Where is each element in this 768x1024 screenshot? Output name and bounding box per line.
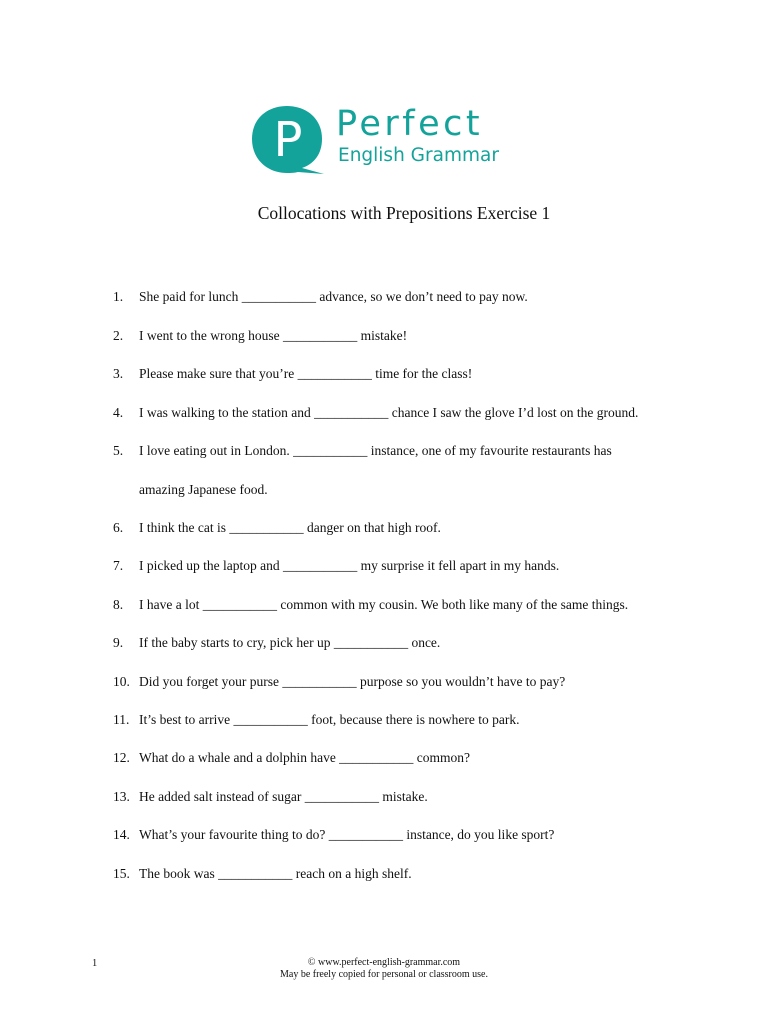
question-text: I have a lot ___________ common with my cousin. We both like many of the same things. bbox=[139, 597, 629, 612]
badge-letter: P bbox=[273, 112, 303, 168]
question-number: 12. bbox=[113, 750, 130, 765]
question-text: I was walking to the station and ___________ chance I saw the glove I’d lost on the ground. bbox=[139, 405, 639, 420]
footer-copyright: © www.perfect-english-grammar.com bbox=[307, 957, 461, 968]
question-number: 4. bbox=[113, 405, 124, 420]
question-text: If the baby starts to cry, pick her up ___________ once. bbox=[139, 635, 441, 650]
page-number: 1 bbox=[92, 958, 98, 969]
question-text: He added salt instead of sugar ___________ mistake. bbox=[139, 789, 428, 804]
question-number: 2. bbox=[113, 328, 124, 343]
question-number: 5. bbox=[113, 443, 124, 458]
page-title: Collocations with Prepositions Exercise 1 bbox=[257, 203, 551, 223]
logo-word-english-grammar: English Grammar bbox=[338, 145, 499, 166]
question-text: It’s best to arrive ___________ foot, because there is nowhere to park. bbox=[139, 712, 520, 727]
logo-word-perfect: Perfect bbox=[336, 104, 484, 144]
footer-note: May be freely copied for personal or classroom use. bbox=[280, 969, 488, 980]
question-number: 9. bbox=[113, 635, 124, 650]
question-text: What do a whale and a dolphin have ___________ common? bbox=[139, 750, 471, 765]
logo bbox=[244, 100, 534, 178]
question-number: 1. bbox=[113, 289, 124, 304]
question-text-continuation: amazing Japanese food. bbox=[139, 482, 268, 497]
question-text: Please make sure that you’re ___________ time for the class! bbox=[139, 366, 473, 381]
question-text: I think the cat is ___________ danger on that high roof. bbox=[139, 520, 441, 535]
question-text: I love eating out in London. ___________ instance, one of my favourite restaurants has bbox=[139, 443, 612, 458]
question-number: 3. bbox=[113, 366, 124, 381]
question-text: I picked up the laptop and ___________ my surprise it fell apart in my hands. bbox=[139, 558, 560, 573]
question-number: 6. bbox=[113, 520, 124, 535]
question-number: 15. bbox=[113, 866, 130, 881]
question-number: 11. bbox=[113, 712, 130, 727]
question-text: She paid for lunch ___________ advance, so we don’t need to pay now. bbox=[139, 289, 528, 304]
question-text: Did you forget your purse ___________ purpose so you wouldn’t have to pay? bbox=[139, 674, 566, 689]
question-number: 14. bbox=[113, 827, 130, 842]
question-number: 7. bbox=[113, 558, 124, 573]
question-number: 10. bbox=[113, 674, 130, 689]
footer bbox=[0, 957, 768, 981]
question-number: 8. bbox=[113, 597, 124, 612]
speech-bubble-p-icon bbox=[244, 104, 330, 174]
question-number: 13. bbox=[113, 789, 130, 804]
question-text: I went to the wrong house ___________ mistake! bbox=[139, 328, 408, 343]
question-text: The book was ___________ reach on a high shelf. bbox=[139, 866, 412, 881]
question-text: What’s your favourite thing to do? ___________ instance, do you like sport? bbox=[139, 827, 555, 842]
